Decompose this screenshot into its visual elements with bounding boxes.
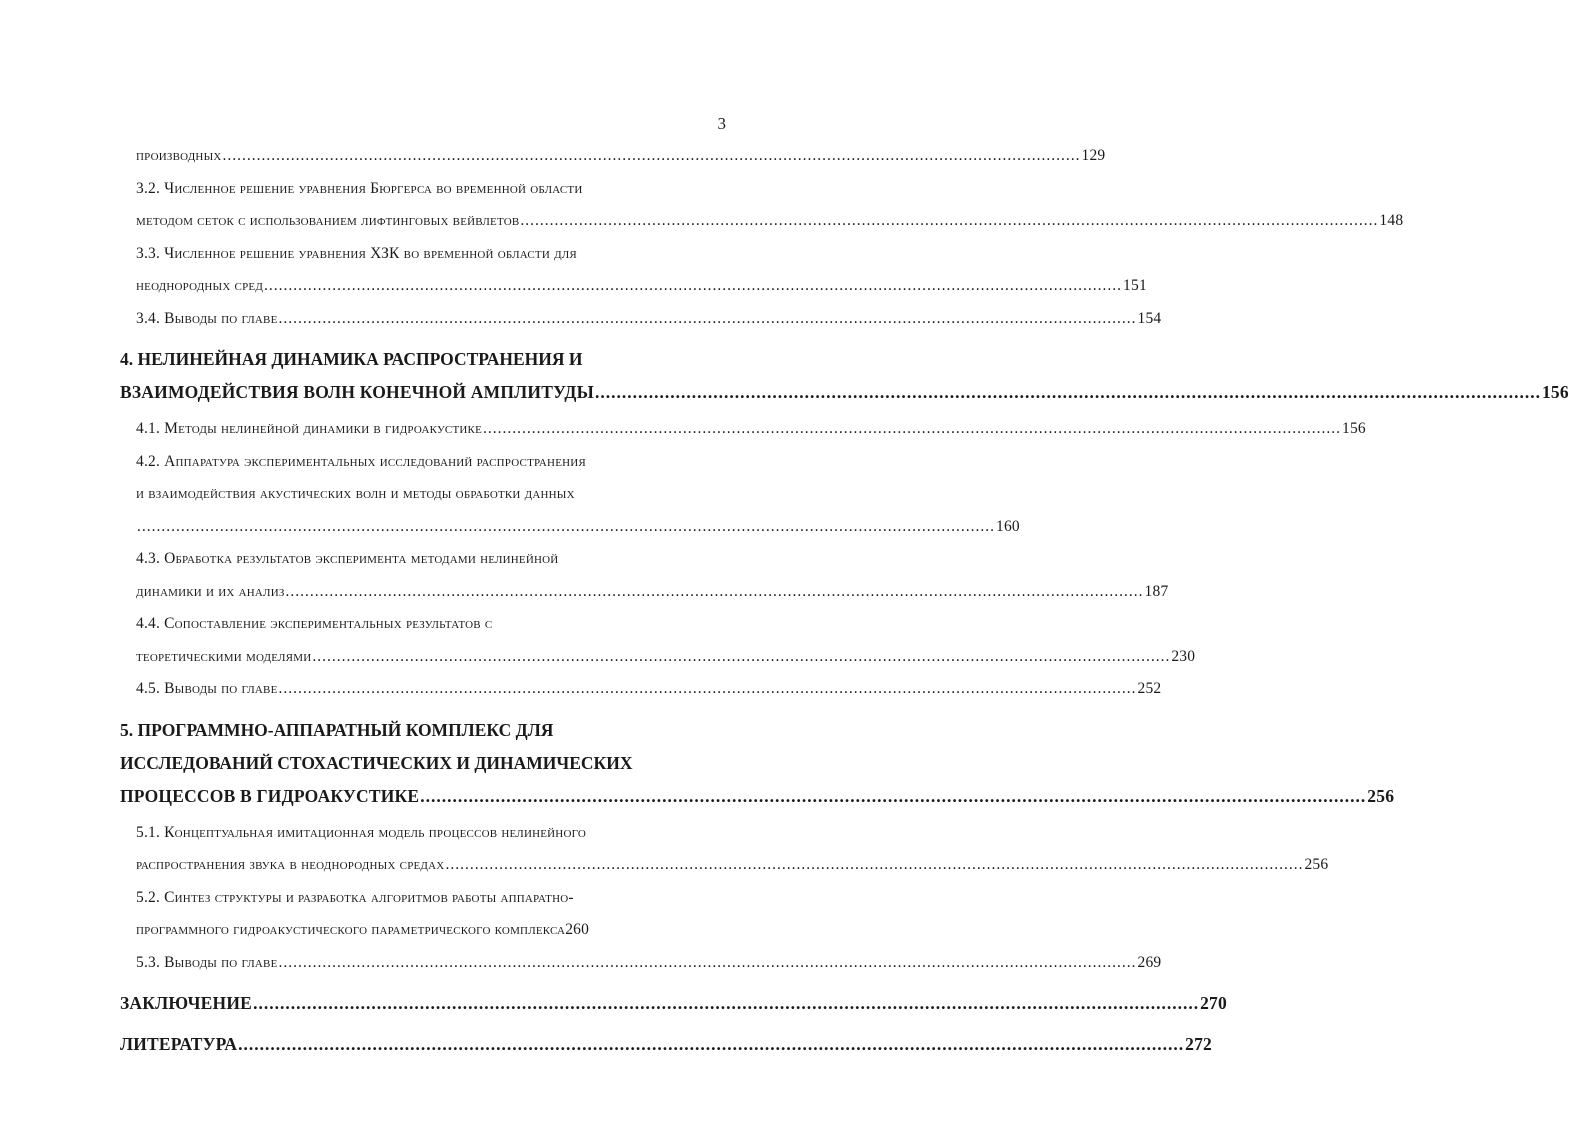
toc-entry-5-1[interactable] — [120, 849, 1329, 882]
toc-entry-4-2[interactable] — [120, 511, 1020, 544]
toc-page-number: 148 — [1379, 212, 1404, 229]
leader-dots — [279, 947, 1137, 980]
toc-entry-text: теоретическими моделями — [136, 647, 312, 665]
page-number: 3 — [717, 114, 726, 133]
toc-entry-4-2-line1: 4.2. Аппаратура экспериментальных исследований распространения — [136, 452, 586, 470]
toc-entry-text: ЛИТЕРАТУРА — [120, 1034, 238, 1054]
leader-dots — [312, 641, 1170, 674]
toc-entry-text: ПРОЦЕССОВ В ГИДРОАКУСТИКЕ — [120, 785, 420, 806]
toc-entry-5-2-line1: 5.2. Синтез структуры и разработка алгоритмов работы аппаратно- — [136, 888, 574, 906]
leader-dots — [520, 205, 1378, 238]
leader-dots — [264, 270, 1122, 303]
toc-entry-text: 4.5. Выводы по главе — [136, 680, 278, 697]
toc-page-number: 230 — [1171, 647, 1196, 665]
leader-dots — [238, 1028, 1184, 1061]
toc-entry-3-3[interactable] — [120, 270, 1147, 303]
toc-entry-4-5[interactable] — [120, 673, 1162, 706]
leader-dots — [286, 576, 1144, 609]
table-of-contents — [120, 140, 1569, 1061]
toc-chapter-4[interactable] — [120, 376, 1569, 409]
leader-dots — [595, 376, 1541, 409]
toc-entry-text: 3.4. Выводы по главе — [136, 309, 278, 327]
toc-entry-text: распространения звука в неоднородных средах — [136, 856, 445, 873]
toc-page-number: 187 — [1144, 582, 1169, 600]
toc-entry-text: ЗАКЛЮЧЕНИЕ — [120, 993, 253, 1013]
toc-chapter-5-line1: 5. ПРОГРАММНО-АППАРАТНЫЙ КОМПЛЕКС ДЛЯ — [120, 719, 554, 740]
toc-entry-text: неоднородных сред — [136, 277, 264, 294]
toc-entry-4-4[interactable] — [120, 641, 1196, 674]
toc-chapter-5-line2: ИССЛЕДОВАНИЙ СТОХАСТИЧЕСКИХ И ДИНАМИЧЕСКИХ — [120, 752, 633, 773]
toc-page-number: 270 — [1200, 993, 1227, 1013]
toc-page-number: 160 — [996, 517, 1020, 535]
leader-dots — [137, 511, 995, 544]
leader-dots — [223, 140, 1081, 173]
toc-entry-text: программного гидроакустического параметрического комплекса — [136, 921, 566, 938]
toc-page-number: 151 — [1123, 277, 1147, 294]
toc-page-number: 252 — [1137, 680, 1162, 697]
toc-chapter-5[interactable] — [120, 780, 1395, 813]
leader-dots — [279, 673, 1137, 706]
toc-page-number: 156 — [1342, 420, 1366, 437]
toc-conclusion[interactable] — [120, 987, 1227, 1020]
toc-entry-5-2[interactable] — [120, 914, 725, 947]
leader-dots — [445, 849, 1303, 882]
toc-entry-text: динамики и их анализ — [136, 582, 285, 600]
toc-entry-5-3[interactable] — [120, 947, 1162, 980]
toc-entry-text: производных — [136, 147, 222, 164]
toc-page-number: 272 — [1185, 1034, 1213, 1054]
toc-entry-3-1-tail[interactable] — [120, 140, 1106, 173]
toc-page-number: 154 — [1137, 309, 1162, 327]
toc-page-number: 256 — [1367, 785, 1395, 806]
toc-page-number: 129 — [1081, 147, 1106, 164]
toc-entry-text: ВЗАИМОДЕЙСТВИЯ ВОЛН КОНЕЧНОЙ АМПЛИТУДЫ — [120, 382, 594, 402]
toc-page-number: 256 — [1304, 856, 1329, 873]
leader-dots — [420, 780, 1366, 813]
toc-entry-3-4[interactable] — [120, 303, 1162, 336]
toc-page-number: 260 — [565, 921, 590, 938]
toc-entry-5-1-line1: 5.1. Концептуальная имитационная модель процессов нелинейного — [136, 823, 587, 841]
toc-entry-4-1[interactable] — [120, 413, 1366, 446]
leader-dots — [483, 413, 1341, 446]
toc-entry-4-3[interactable] — [120, 576, 1169, 609]
toc-entry-3-2-line1: 3.2. Численное решение уравнения Бюргерса во временной области — [136, 179, 583, 197]
toc-entry-4-3-line1: 4.3. Обработка результатов эксперимента методами нелинейной — [136, 550, 559, 567]
toc-entry-text: 4.1. Методы нелинейной динамики в гидроакустике — [136, 420, 482, 437]
toc-chapter-4-line1: 4. НЕЛИНЕЙНАЯ ДИНАМИКА РАСПРОСТРАНЕНИЯ И — [120, 349, 583, 369]
toc-entry-4-4-line1: 4.4. Сопоставление экспериментальных результатов с — [136, 615, 493, 632]
toc-entry-text: методом сеток с использованием лифтинговых вейвлетов — [136, 212, 520, 229]
toc-page-number: 156 — [1541, 382, 1569, 402]
toc-entry-4-2-line2: и взаимодействия акустических волн и методы обработки данных — [136, 485, 575, 502]
toc-entry-3-2[interactable] — [120, 205, 1404, 238]
toc-entry-text: 5.3. Выводы по главе — [136, 953, 278, 971]
toc-entry-3-3-line1: 3.3. Численное решение уравнения ХЗК во временной области для — [136, 244, 577, 262]
toc-page-number: 269 — [1137, 953, 1162, 971]
leader-dots — [279, 303, 1137, 336]
leader-dots — [253, 987, 1199, 1020]
toc-literature[interactable] — [120, 1028, 1213, 1061]
